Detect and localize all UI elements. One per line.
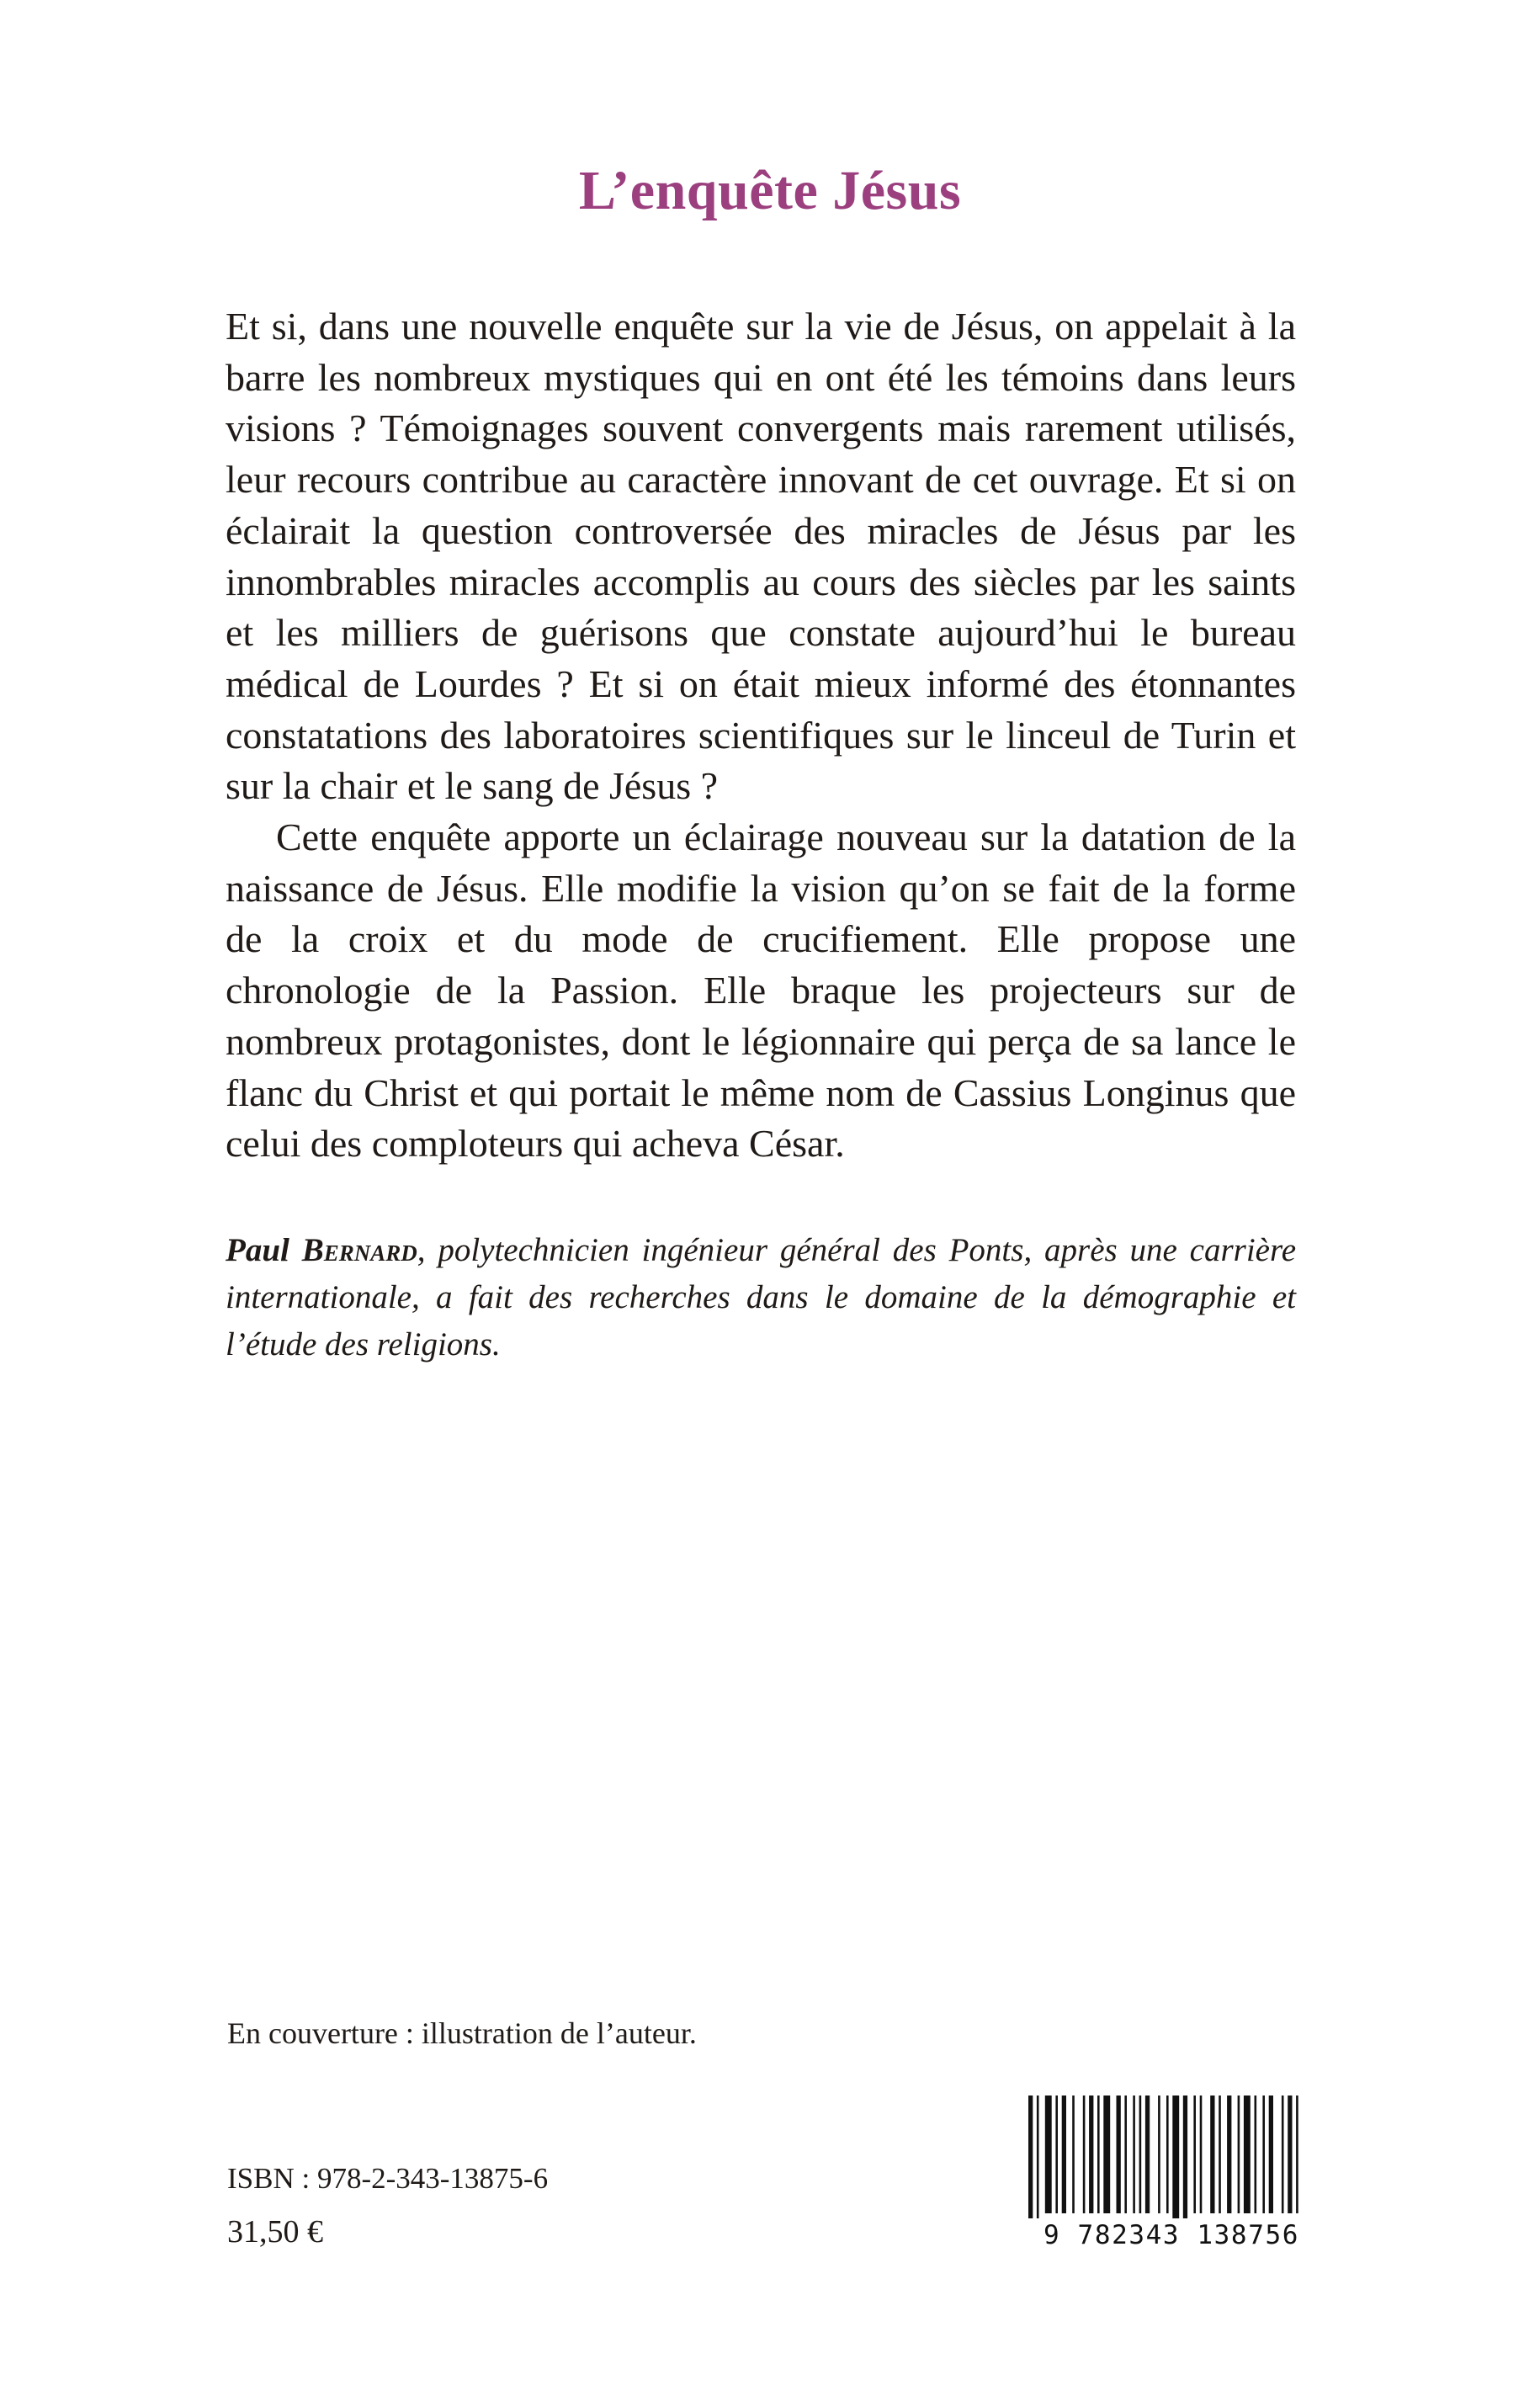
author-name <box>226 1232 417 1268</box>
barcode-bars-icon <box>1003 2092 1304 2218</box>
blurb-paragraph-2: Cette enquête apporte un éclairage nouveau sur la datation de la naissance de Jésus. Elle modifie la vision qu’on se fait de la forme de la croix et du mode de crucifiement. Elle propose une chronologie de la Passion. Elle braque les projecteurs sur de nombreux protagonistes, dont le légionnaire qui perça de sa lance le flanc du Christ et qui portait le même nom de Cassius Longinus que celui des comploteurs qui acheva César. <box>226 815 1296 1166</box>
blurb-paragraph-1: Et si, dans une nouvelle enquête sur la vie de Jésus, on appelait à la barre les nombreux mystiques qui en ont été les témoins dans leurs visions ? Témoignages souvent convergents mais rarement utilisés, leur recours contribue au caractère innovant de cet ouvrage. Et si on éclairait la question controversée des miracles de Jésus par les innombrables miracles accomplis au cours des siècles par les saints et les milliers de guérisons que constate aujourd’hui le bureau médical de Lourdes ? Et si on était mieux informé des étonnantes constatations des laboratoires scientifiques sur le linceul de Turin et sur la chair et le sang de Jésus ? <box>226 305 1296 808</box>
author-note <box>226 1227 1296 1368</box>
barcode-digits: 9 782343 138756 <box>1043 2220 1299 2250</box>
author-last-name: Bernard <box>301 1232 417 1268</box>
author-bio-text: , polytechnicien ingénieur général des Ponts, après une carrière internationale, a fait des recherches dans le domaine de la démographie et l’étude des religions. <box>226 1232 1296 1362</box>
isbn: ISBN : 978-2-343-13875-6 <box>227 2162 549 2195</box>
barcode <box>1003 2092 1304 2256</box>
author-bio <box>226 1227 1296 1368</box>
price: 31,50 € <box>227 2214 323 2250</box>
author-first-name: Paul <box>226 1232 289 1268</box>
blurb <box>226 301 1296 1170</box>
cover-credit: En couverture : illustration de l’auteur. <box>227 2016 697 2050</box>
book-title: L’enquête Jésus <box>578 160 962 222</box>
